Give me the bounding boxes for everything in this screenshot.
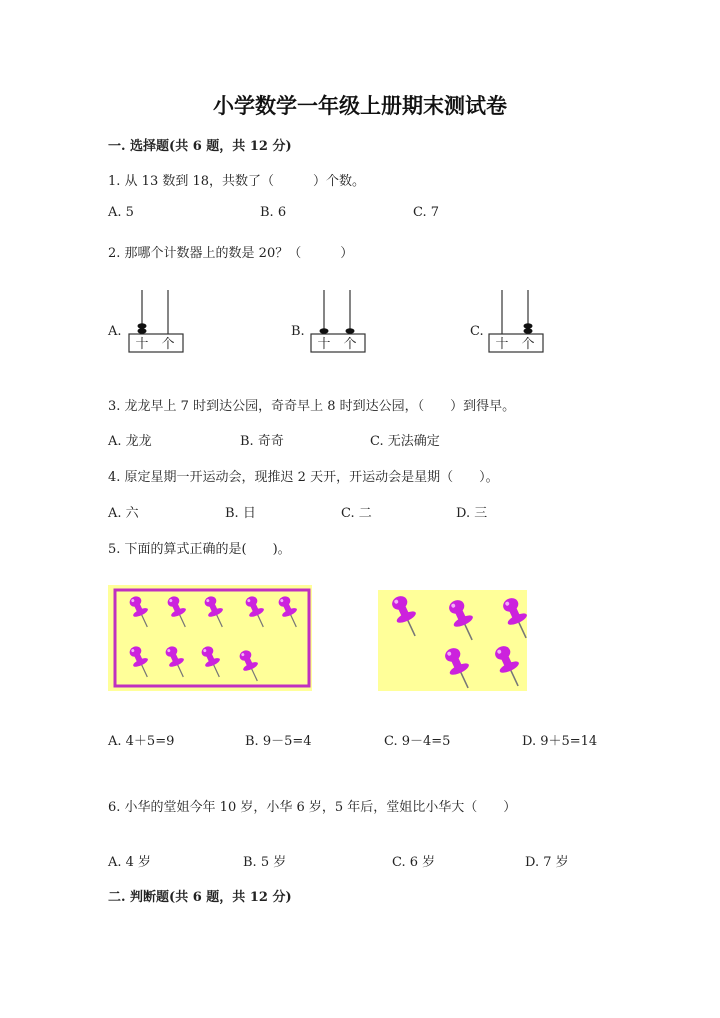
option: A. 六 <box>108 506 139 521</box>
abacus-place-label: 个 <box>343 337 357 352</box>
abacus-diagram-b <box>310 288 366 354</box>
pushpin-picture-left <box>108 585 312 691</box>
option: A. 4 岁 <box>108 855 152 870</box>
option: C. <box>470 324 484 339</box>
option: A. <box>108 324 122 339</box>
abacus-place-label: 个 <box>521 337 535 352</box>
option: C. 无法确定 <box>370 434 440 449</box>
question-text: 4. 原定星期一开运动会，现推迟 2 天开，开运动会是星期（ ）。 <box>108 470 499 485</box>
page-title: 小学数学一年级上册期末测试卷 <box>213 93 507 118</box>
abacus-bead <box>524 328 533 334</box>
option: D. 9＋5=14 <box>522 734 598 749</box>
section-heading: 二. 判断题(共 6 题，共 12 分) <box>108 890 292 905</box>
abacus-diagram-c <box>488 288 544 354</box>
abacus-place-label: 十 <box>135 337 149 352</box>
option: D. 7 岁 <box>525 855 569 870</box>
option: B. 9－5=4 <box>245 734 312 749</box>
abacus-bead <box>320 328 329 334</box>
option: B. 日 <box>225 506 256 521</box>
abacus-bead <box>138 328 147 334</box>
option: B. <box>291 324 305 339</box>
abacus-place-label: 个 <box>161 337 175 352</box>
option: C. 9－4=5 <box>384 734 451 749</box>
abacus-bead <box>138 323 147 329</box>
option: A. 4＋5=9 <box>108 734 175 749</box>
question-text: 1. 从 13 数到 18，共数了（ ）个数。 <box>108 174 366 189</box>
option: B. 5 岁 <box>243 855 287 870</box>
section-heading: 一. 选择题(共 6 题，共 12 分) <box>108 139 292 154</box>
pushpin-picture-right <box>378 590 527 691</box>
option: C. 二 <box>341 506 372 521</box>
option: C. 6 岁 <box>392 855 436 870</box>
abacus-bead <box>524 323 533 329</box>
question-text: 2. 那哪个计数器上的数是 20？（ ） <box>108 246 354 261</box>
question-text: 5. 下面的算式正确的是( )。 <box>108 542 291 557</box>
question-text: 3. 龙龙早上 7 时到达公园，奇奇早上 8 时到达公园，（ ）到得早。 <box>108 399 516 414</box>
option: B. 奇奇 <box>240 434 284 449</box>
abacus-diagram-a <box>128 288 184 354</box>
abacus-bead <box>346 328 355 334</box>
option: B. 6 <box>260 205 287 220</box>
option: A. 龙龙 <box>108 434 152 449</box>
option: C. 7 <box>413 205 440 220</box>
option: A. 5 <box>108 205 134 220</box>
abacus-place-label: 十 <box>495 337 509 352</box>
abacus-place-label: 十 <box>317 337 331 352</box>
question-text: 6. 小华的堂姐今年 10 岁，小华 6 岁，5 年后，堂姐比小华大（ ） <box>108 800 517 815</box>
option: D. 三 <box>456 506 488 521</box>
